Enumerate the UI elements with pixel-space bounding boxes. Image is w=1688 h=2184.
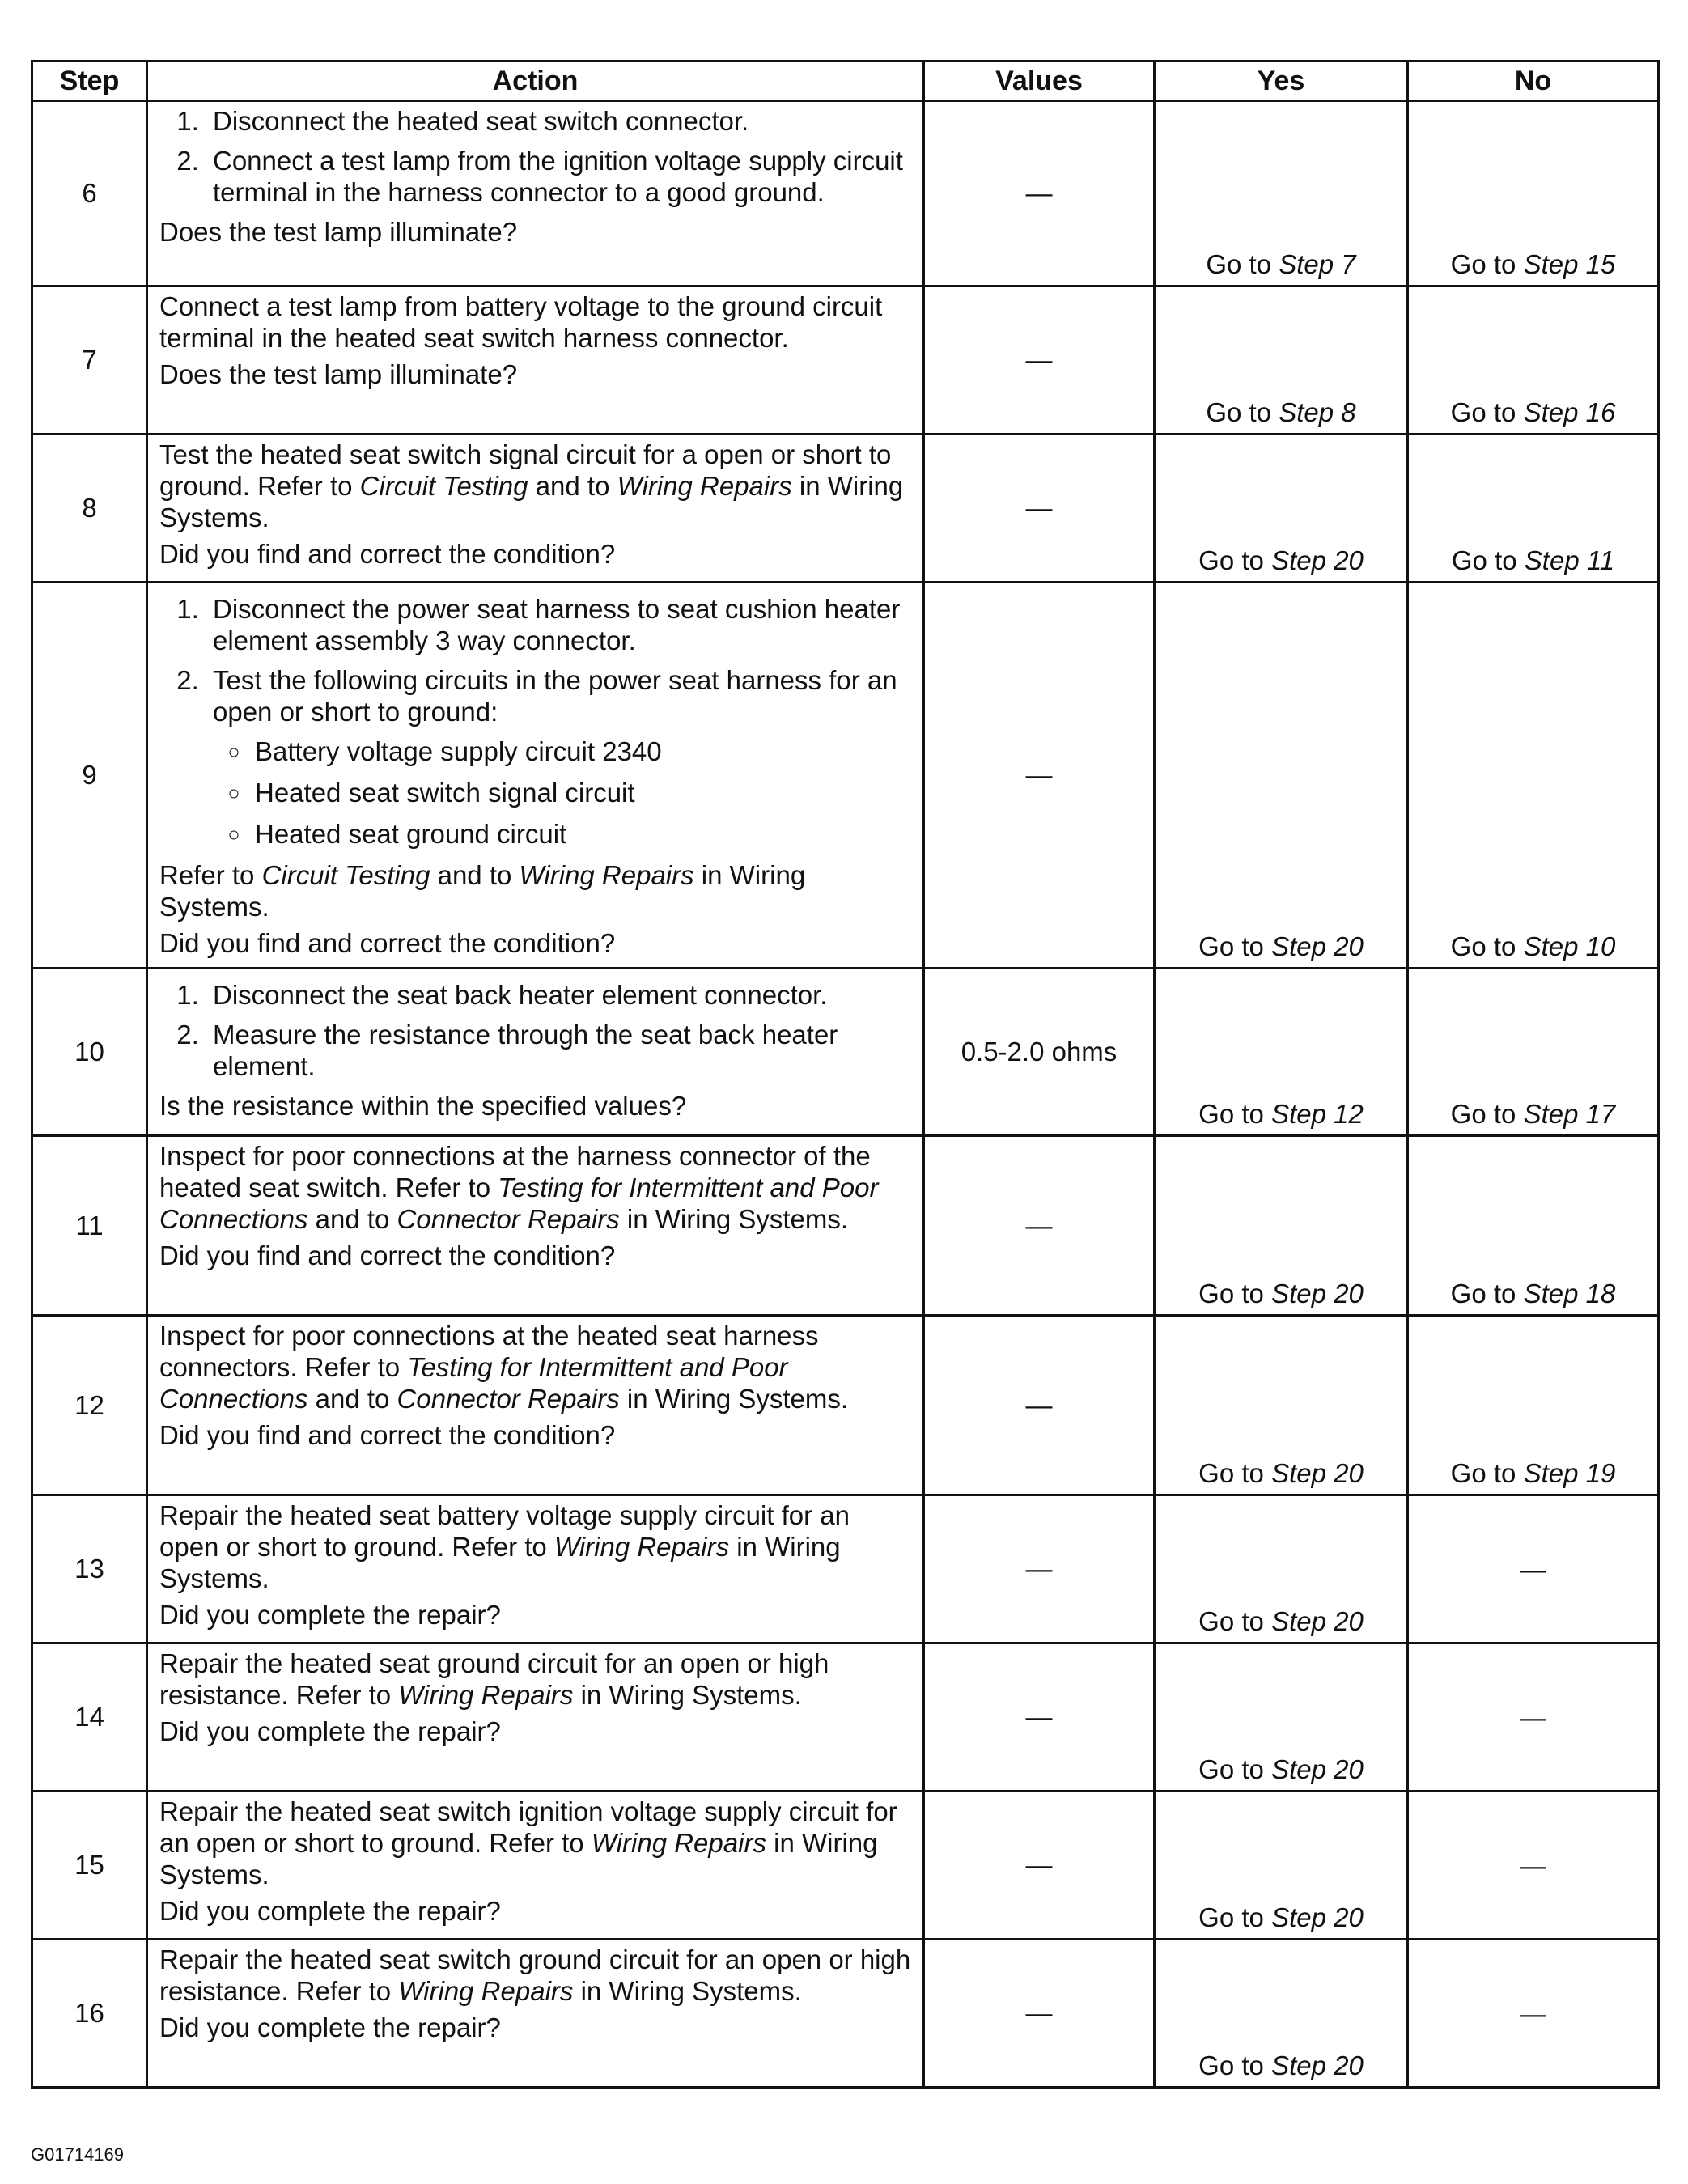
yes-step-ref: Step 20: [1271, 1902, 1364, 1932]
no-goto: Go to: [1450, 1458, 1524, 1488]
reference-link[interactable]: Wiring Repairs: [398, 1976, 574, 2006]
action-text-part: Inspect for poor connections at the harness connector of the heated seat switch. Refer to: [159, 1141, 871, 1202]
table-row: [32, 1940, 1659, 2088]
no-goto: Go to: [1450, 249, 1524, 279]
action-question: Did you complete the repair?: [159, 1716, 501, 1746]
step-number: 10: [32, 969, 147, 1136]
yes-cell: [1155, 1316, 1408, 1495]
values-cell: —: [924, 583, 1155, 969]
step-number: 15: [32, 1792, 147, 1940]
yes-cell: [1155, 969, 1408, 1136]
yes-cell: [1155, 1136, 1408, 1316]
yes-step-ref: Step 20: [1271, 1754, 1364, 1784]
step-number: 7: [32, 286, 147, 435]
yes-cell: [1155, 1495, 1408, 1643]
step-number: 9: [32, 583, 147, 969]
action-text-part: Repair the heated seat ground circuit for an open or high resistance. Refer to: [159, 1648, 829, 1710]
header-values: Values: [924, 61, 1155, 101]
reference-link[interactable]: Wiring Repairs: [553, 1532, 730, 1562]
action-text-part: in Wiring Systems.: [573, 1680, 802, 1710]
yes-goto: Go to: [1198, 1754, 1272, 1784]
no-step-ref: Step 16: [1523, 397, 1616, 427]
action-question: Did you complete the repair?: [159, 1896, 501, 1926]
no-cell: [1408, 101, 1659, 286]
action-text: [159, 1648, 914, 1711]
action-text-part: Test the heated seat switch signal circuit for a open or short to ground. Refer to: [159, 439, 892, 501]
table-row: [32, 969, 1659, 1136]
action-question: Did you find and correct the condition?: [159, 539, 616, 569]
yes-goto: Go to: [1206, 397, 1279, 427]
action-cell: [147, 1136, 924, 1316]
action-text: [159, 1499, 914, 1594]
table-row: [32, 435, 1659, 583]
reference-link[interactable]: Testing for Intermittent and Poor Connections: [159, 1352, 788, 1414]
diagnostic-table: [31, 60, 1660, 2089]
figure-code: G01714169: [31, 2144, 124, 2165]
yes-step-ref: Step 7: [1279, 249, 1356, 279]
no-cell: [1408, 1316, 1659, 1495]
no-cell: [1408, 286, 1659, 435]
reference-link[interactable]: Circuit Testing: [359, 471, 528, 501]
step-number: 14: [32, 1643, 147, 1792]
yes-step-ref: Step 20: [1271, 1606, 1364, 1636]
reference-link[interactable]: Testing for Intermittent and Poor Connections: [159, 1173, 879, 1234]
action-substep: 1. Disconnect the heated seat switch connector.: [206, 105, 914, 137]
values-cell: —: [924, 101, 1155, 286]
action-cell: [147, 1792, 924, 1940]
no-step-ref: Step 18: [1523, 1279, 1616, 1308]
no-cell: [1408, 583, 1659, 969]
action-steps: [159, 593, 914, 850]
action-question: Did you find and correct the condition?: [159, 1240, 616, 1270]
action-text-part: in Wiring Systems.: [159, 471, 904, 532]
values-cell: —: [924, 1792, 1155, 1940]
no-step-ref: Step 17: [1523, 1099, 1616, 1129]
values-cell: 0.5-2.0 ohms: [924, 969, 1155, 1136]
action-text: Connect a test lamp from battery voltage to the ground circuit terminal in the heated seat switch harness connector.: [159, 291, 883, 353]
yes-goto: Go to: [1198, 1458, 1272, 1488]
no-step-ref: Step 10: [1523, 931, 1616, 961]
action-text-part: in Wiring Systems.: [159, 1828, 878, 1889]
values-cell: —: [924, 286, 1155, 435]
action-cell: [147, 1316, 924, 1495]
action-text: [159, 1944, 914, 2007]
action-text-part: and to: [528, 471, 617, 501]
action-text-part: and to: [430, 860, 520, 890]
action-question: Did you find and correct the condition?: [159, 928, 616, 958]
action-substep: 2. Measure the resistance through the seat back heater element.: [206, 1019, 914, 1082]
action-cell: [147, 1643, 924, 1792]
no-cell: [1408, 969, 1659, 1136]
table-row: [32, 1316, 1659, 1495]
action-substep: 1. Disconnect the seat back heater element connector.: [206, 979, 914, 1011]
yes-step-ref: Step 20: [1271, 2050, 1364, 2080]
action-text: [159, 1140, 914, 1235]
no-goto: Go to: [1450, 397, 1524, 427]
circuit-item: ◦ Heated seat ground circuit: [252, 818, 914, 850]
yes-goto: Go to: [1198, 2050, 1272, 2080]
yes-step-ref: Step 12: [1271, 1099, 1364, 1129]
header-no: No: [1408, 61, 1659, 101]
yes-goto: Go to: [1198, 1902, 1272, 1932]
step-number: 6: [32, 101, 147, 286]
values-cell: —: [924, 1643, 1155, 1792]
table-row: [32, 1495, 1659, 1643]
action-cell: [147, 1940, 924, 2088]
action-text-part: Repair the heated seat switch ignition voltage supply circuit for an open or short to ground. Refer to: [159, 1796, 897, 1858]
reference-link[interactable]: Connector Repairs: [397, 1384, 620, 1414]
action-question: Did you find and correct the condition?: [159, 1420, 616, 1450]
action-cell: [147, 583, 924, 969]
no-goto: Go to: [1450, 1099, 1524, 1129]
action-cell: [147, 101, 924, 286]
action-cell: [147, 1495, 924, 1643]
action-text-part: in Wiring Systems.: [619, 1204, 849, 1234]
action-substep-text: Test the following circuits in the power seat harness for an open or short to ground:: [213, 665, 897, 727]
header-action: Action: [147, 61, 924, 101]
action-text-part: and to: [307, 1384, 397, 1414]
yes-cell: [1155, 1643, 1408, 1792]
yes-goto: Go to: [1198, 1606, 1272, 1636]
action-steps: [159, 105, 914, 208]
action-text-part: Refer to: [159, 860, 262, 890]
circuit-item: ◦ Battery voltage supply circuit 2340: [252, 736, 914, 767]
action-question: Does the test lamp illuminate?: [159, 217, 518, 247]
action-cell: [147, 969, 924, 1136]
no-step-ref: Step 19: [1523, 1458, 1616, 1488]
table-row: [32, 1792, 1659, 1940]
reference-link[interactable]: Wiring Repairs: [398, 1680, 574, 1710]
action-text: [159, 439, 914, 533]
values-cell: —: [924, 1940, 1155, 2088]
action-text-part: Inspect for poor connections at the heated seat harness connectors. Refer to: [159, 1321, 819, 1382]
yes-step-ref: Step 20: [1271, 1458, 1364, 1488]
step-number: 8: [32, 435, 147, 583]
no-cell: —: [1408, 1792, 1659, 1940]
table-row: [32, 286, 1659, 435]
action-substep: 1. Disconnect the power seat harness to seat cushion heater element assembly 3 way connector.: [206, 593, 914, 656]
reference-link[interactable]: Connector Repairs: [397, 1204, 620, 1234]
yes-goto: Go to: [1198, 1279, 1272, 1308]
values-cell: —: [924, 1316, 1155, 1495]
table-row: [32, 1643, 1659, 1792]
values-cell: —: [924, 435, 1155, 583]
yes-step-ref: Step 8: [1279, 397, 1356, 427]
action-question: Is the resistance within the specified values?: [159, 1091, 687, 1121]
yes-goto: Go to: [1206, 249, 1279, 279]
no-goto: Go to: [1451, 545, 1525, 575]
action-cell: [147, 435, 924, 583]
action-text: [159, 859, 914, 922]
reference-link[interactable]: Wiring Repairs: [519, 860, 694, 890]
yes-goto: Go to: [1198, 931, 1272, 961]
action-text-part: Repair the heated seat switch ground circuit for an open or high resistance. Refer to: [159, 1944, 911, 2006]
action-text-part: in Wiring Systems.: [619, 1384, 849, 1414]
step-number: 12: [32, 1316, 147, 1495]
values-cell: —: [924, 1136, 1155, 1316]
step-number: 11: [32, 1136, 147, 1316]
no-cell: —: [1408, 1495, 1659, 1643]
circuit-list: [213, 736, 914, 850]
yes-goto: Go to: [1198, 1099, 1272, 1129]
step-number: 13: [32, 1495, 147, 1643]
no-cell: [1408, 435, 1659, 583]
no-step-ref: Step 15: [1523, 249, 1616, 279]
no-cell: [1408, 1136, 1659, 1316]
no-cell: —: [1408, 1940, 1659, 2088]
header-step: Step: [32, 61, 147, 101]
action-question: Did you complete the repair?: [159, 1600, 501, 1630]
action-text-part: in Wiring Systems.: [159, 1532, 841, 1593]
action-text: [159, 1320, 914, 1414]
action-text-part: in Wiring Systems.: [159, 860, 806, 922]
circuit-item: ◦ Heated seat switch signal circuit: [252, 777, 914, 808]
action-text-part: and to: [307, 1204, 397, 1234]
no-cell: —: [1408, 1643, 1659, 1792]
yes-cell: [1155, 286, 1408, 435]
action-text: [159, 1796, 914, 1890]
no-goto: Go to: [1450, 1279, 1524, 1308]
reference-link[interactable]: Wiring Repairs: [617, 471, 792, 501]
header-yes: Yes: [1155, 61, 1408, 101]
action-substep: [206, 664, 914, 850]
yes-goto: Go to: [1198, 545, 1272, 575]
yes-step-ref: Step 20: [1271, 1279, 1364, 1308]
no-goto: Go to: [1450, 931, 1524, 961]
yes-step-ref: Step 20: [1271, 931, 1364, 961]
action-text-part: Repair the heated seat battery voltage supply circuit for an open or short to ground. Refer to: [159, 1500, 850, 1562]
table-row: [32, 583, 1659, 969]
reference-link[interactable]: Wiring Repairs: [591, 1828, 766, 1858]
yes-cell: [1155, 435, 1408, 583]
reference-link[interactable]: Circuit Testing: [261, 860, 430, 890]
yes-step-ref: Step 20: [1271, 545, 1364, 575]
header-row: [32, 61, 1659, 101]
yes-cell: [1155, 101, 1408, 286]
action-steps: [159, 979, 914, 1082]
yes-cell: [1155, 1940, 1408, 2088]
yes-cell: [1155, 1792, 1408, 1940]
yes-cell: [1155, 583, 1408, 969]
action-question: Does the test lamp illuminate?: [159, 359, 518, 389]
step-number: 16: [32, 1940, 147, 2088]
action-substep: 2. Connect a test lamp from the ignition voltage supply circuit terminal in the harness connector to a good ground.: [206, 145, 914, 208]
action-text-part: in Wiring Systems.: [573, 1976, 802, 2006]
values-cell: —: [924, 1495, 1155, 1643]
table-row: [32, 1136, 1659, 1316]
no-step-ref: Step 11: [1524, 545, 1615, 575]
table-row: [32, 101, 1659, 286]
action-cell: [147, 286, 924, 435]
action-question: Did you complete the repair?: [159, 2012, 501, 2042]
